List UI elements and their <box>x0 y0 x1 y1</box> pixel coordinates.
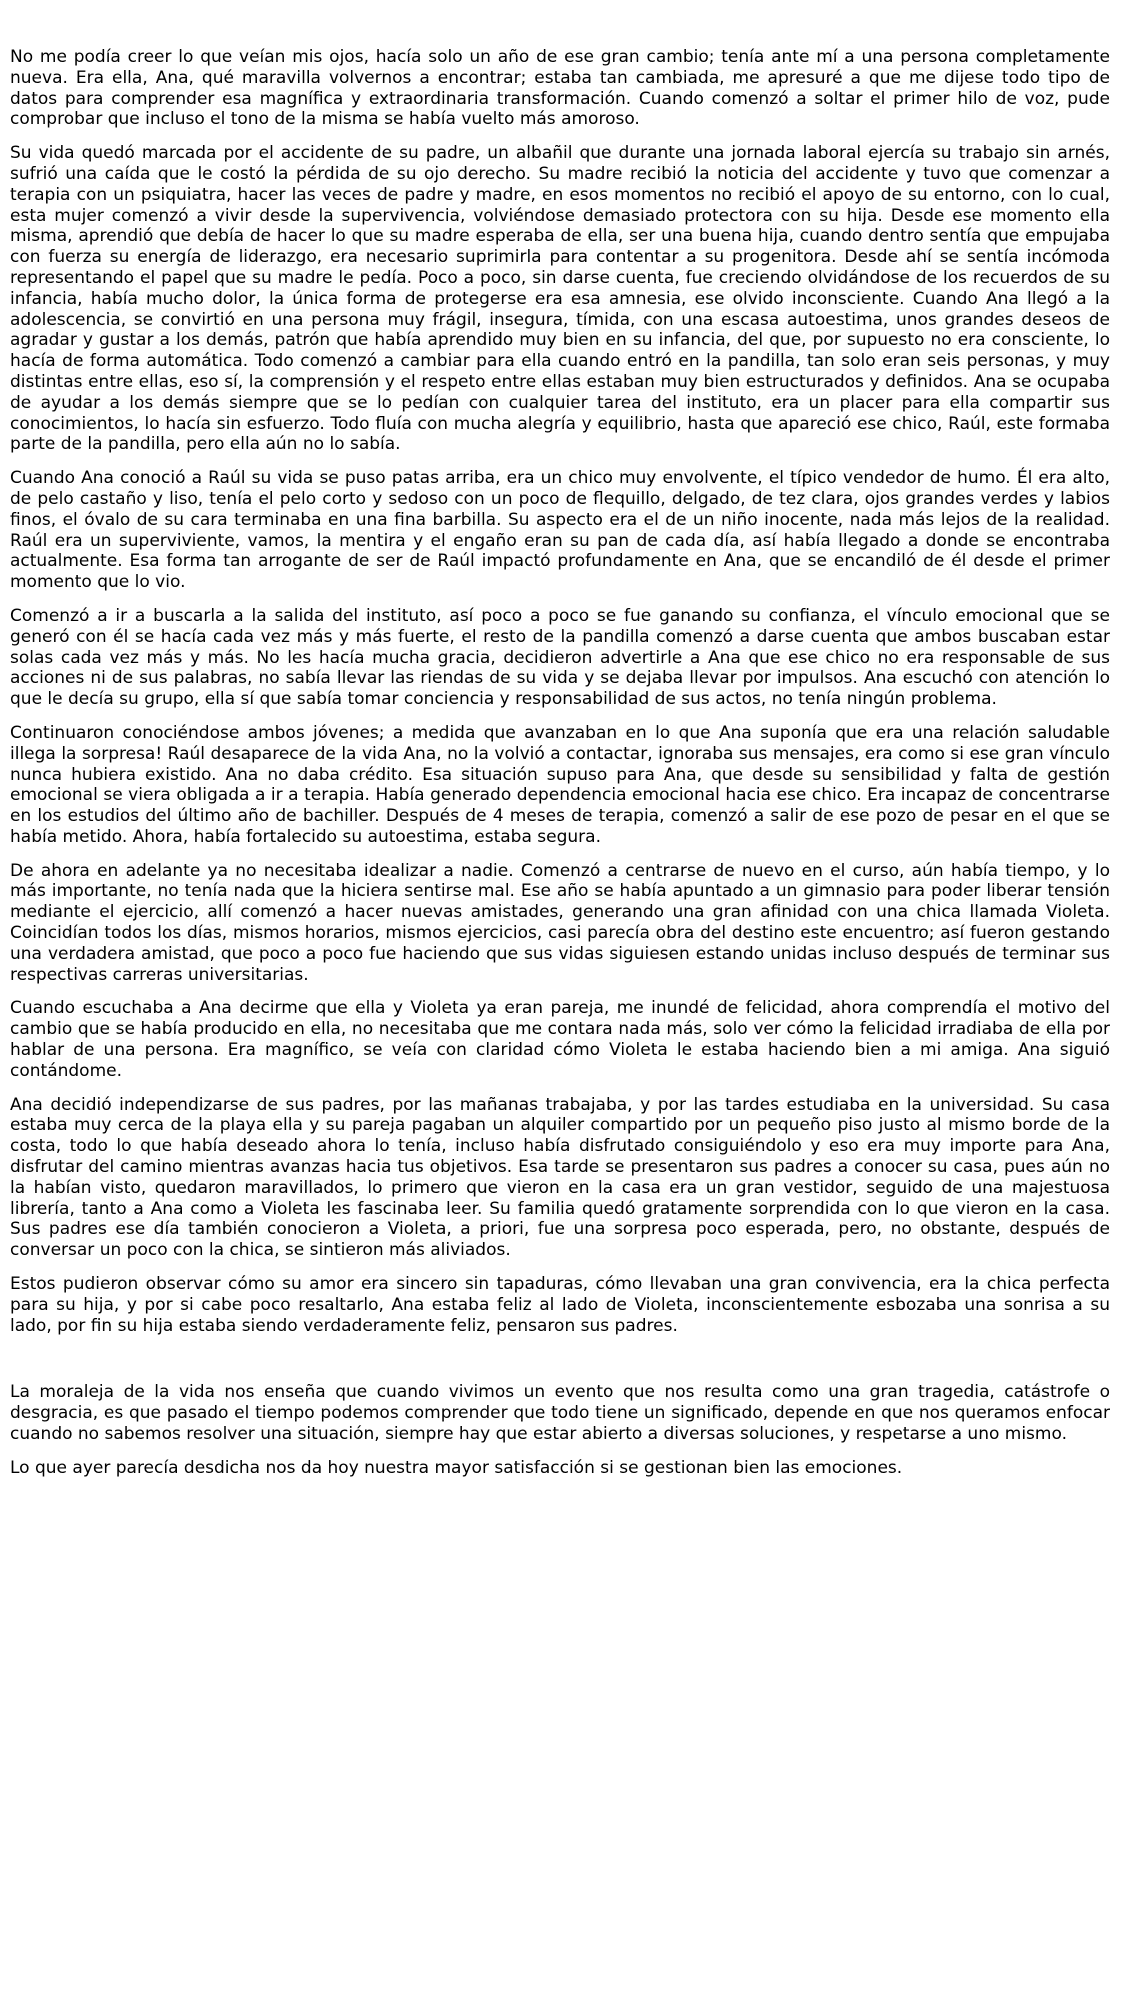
document-body <box>10 47 1110 1492</box>
closing-paragraph: Lo que ayer parecía desdicha nos da hoy nuestra mayor satisfacción si se gestionan bien las emociones. <box>10 1457 903 1478</box>
moral-paragraph: La moraleja de la vida nos enseña que cuando vivimos un evento que nos resulta como una gran tragedia, catástrofe o desgracia, es que pasado el tiempo podemos comprender que todo tiene un significado, depende en que nos queramos enfocar cuando no sabemos resolver una situación, siempre hay que estar abierto a diversas soluciones, y respetarse a uno mismo. <box>10 1382 1110 1445</box>
paragraph: Ana decidió independizarse de sus padres, por las mañanas trabajaba, y por las tardes estudiaba en la universidad. Su casa estaba muy cerca de la playa ella y su pareja pagaban un alquiler compartido por un pequeño piso justo al mismo borde de la costa, todo lo que había deseado ahora lo tenía, incluso había disfrutado consiguiéndolo y eso era muy importe para Ana, disfrutar del camino mientras avanzas hacia tus objetivos. Esa tarde se presentaron sus padres a conocer su casa, pues aún no la habían visto, quedaron maravillados, lo primero que vieron en la casa era un gran vestidor, seguido de una majestuosa librería, tanto a Ana como a Violeta les fascinaba leer. Su familia quedó gratamente sorprendida con lo que vieron en la casa. Sus padres ese día también conocieron a Violeta, a priori, fue una sorpresa poco esperada, pero, no obstante, después de conversar un poco con la chica, se sintieron más aliviados. <box>10 1094 1110 1261</box>
paragraph: No me podía creer lo que veían mis ojos, hacía solo un año de ese gran cambio; tenía ante mí a una persona completamente nueva. Era ella, Ana, qué maravilla volvernos a encontrar; estaba tan cambiada, me apresuré a que me dijese todo tipo de datos para comprender esa magnífica y extraordinaria transformación. Cuando comenzó a soltar el primer hilo de voz, pude comprobar que incluso el tono de la misma se había vuelto más amoroso. <box>10 47 1110 130</box>
paragraph: Continuaron conociéndose ambos jóvenes; a medida que avanzaban en lo que Ana suponía que era una relación saludable illega la sorpresa! Raúl desaparece de la vida Ana, no la volvió a contactar, ignoraba sus mensajes, era como si ese gran vínculo nunca hubiera existido. Ana no daba crédito. Esa situación supuso para Ana, que desde su sensibilidad y falta de gestión emocional se viera obligada a ir a terapia. Había generado dependencia emocional hacia ese chico. Era incapaz de concentrarse en los estudios del último año de bachiller. Después de 4 meses de terapia, comenzó a salir de ese pozo de pesar en el que se había metido. Ahora, había fortalecido su autoestima, estaba segura. <box>10 722 1110 847</box>
paragraph: Cuando escuchaba a Ana decirme que ella y Violeta ya eran pareja, me inundé de felicidad, ahora comprendía el motivo del cambio que se había producido en ella, no necesitaba que me contara nada más, solo ver cómo la felicidad irradiaba de ella por hablar de una persona. Era magnífico, se veía con claridad cómo Violeta le estaba haciendo bien a mi amiga. Ana siguió contándome. <box>10 998 1110 1081</box>
paragraph: De ahora en adelante ya no necesitaba idealizar a nadie. Comenzó a centrarse de nuevo en el curso, aún había tiempo, y lo más importante, no tenía nada que la hiciera sentirse mal. Ese año se había apuntado a un gimnasio para poder liberar tensión mediante el ejercicio, allí comenzó a hacer nuevas amistades, generando una gran afinidad con una chica llamada Violeta. Coincidían todos los días, mismos horarios, mismos ejercicios, casi parecía obra del destino este encuentro; así fueron gestando una verdadera amistad, que poco a poco fue haciendo que sus vidas siguiesen estando unidas incluso después de terminar sus respectivas carreras universitarias. <box>10 860 1110 985</box>
paragraph: Su vida quedó marcada por el accidente de su padre, un albañil que durante una jornada laboral ejercía su trabajo sin arnés, sufrió una caída que le costó la pérdida de su ojo derecho. Su madre recibió la noticia del accidente y tuvo que comenzar a terapia con un psiquiatra, hacer las veces de padre y madre, en esos momentos no recibió el apoyo de su entorno, con lo cual, esta mujer comenzó a vivir desde la supervivencia, volviéndose demasiado protectora con su hija. Desde ese momento ella misma, aprendió que debía de hacer lo que su madre esperaba de ella, ser una buena hija, cuando dentro sentía que empujaba con fuerza su energía de liderazgo, era necesario suprimirla para contentar a su progenitora. Desde ahí se sentía incómoda representando el papel que su madre le pedía. Poco a poco, sin darse cuenta, fue creciendo olvidándose de los recuerdos de su infancia, había mucho dolor, la única forma de protegerse era esa amnesia, ese olvido inconsciente. Cuando Ana llegó a la adolescencia, se convirtió en una persona muy frágil, insegura, tímida, con una escasa autoestima, unos grandes deseos de agradar y gustar a los demás, patrón que había aprendido muy bien en su infancia, del que, por supuesto no era consciente, lo hacía de forma automática. Todo comenzó a cambiar para ella cuando entró en la pandilla, tan solo eran seis personas, y muy distintas entre ellas, eso sí, la comprensión y el respeto entre ellas estaban muy bien estructurados y definidos. Ana se ocupaba de ayudar a los demás siempre que se lo pedían con cualquier tarea del instituto, era un placer para ella compartir sus conocimientos, lo hacía sin esfuerzo. Todo fluía con mucha alegría y equilibrio, hasta que apareció ese chico, Raúl, este formaba parte de la pandilla, pero ella aún no lo sabía. <box>10 143 1110 455</box>
paragraph: Cuando Ana conoció a Raúl su vida se puso patas arriba, era un chico muy envolvente, el típico vendedor de humo. Él era alto, de pelo castaño y liso, tenía el pelo corto y sedoso con un poco de flequillo, delgado, de tez clara, ojos grandes verdes y labios finos, el óvalo de su cara terminaba en una fina barbilla. Su aspecto era el de un niño inocente, nada más lejos de la realidad. Raúl era un superviviente, vamos, la mentira y el engaño eran su pan de cada día, así había llegado a donde se encontraba actualmente. Esa forma tan arrogante de ser de Raúl impactó profundamente en Ana, que se encandiló de él desde el primer momento que lo vio. <box>10 468 1110 593</box>
paragraph: Estos pudieron observar cómo su amor era sincero sin tapaduras, cómo llevaban una gran convivencia, era la chica perfecta para su hija, y por si cabe poco resaltarlo, Ana estaba feliz al lado de Violeta, inconscientemente esbozaba una sonrisa a su lado, por fin su hija estaba siendo verdaderamente feliz, pensaron sus padres. <box>10 1274 1110 1336</box>
paragraph: Comenzó a ir a buscarla a la salida del instituto, así poco a poco se fue ganando su confianza, el vínculo emocional que se generó con él se hacía cada vez más y más fuerte, el resto de la pandilla comenzó a darse cuenta que ambos buscaban estar solas cada vez más y más. No les hacía mucha gracia, decidieron advertirle a Ana que ese chico no era responsable de sus acciones ni de sus palabras, no sabía llevar las riendas de su vida y se dejaba llevar por impulsos. Ana escuchó con atención lo que le decía su grupo, ella sí que sabía tomar conciencia y responsabilidad de sus actos, no tenía ningún problema. <box>10 605 1110 710</box>
